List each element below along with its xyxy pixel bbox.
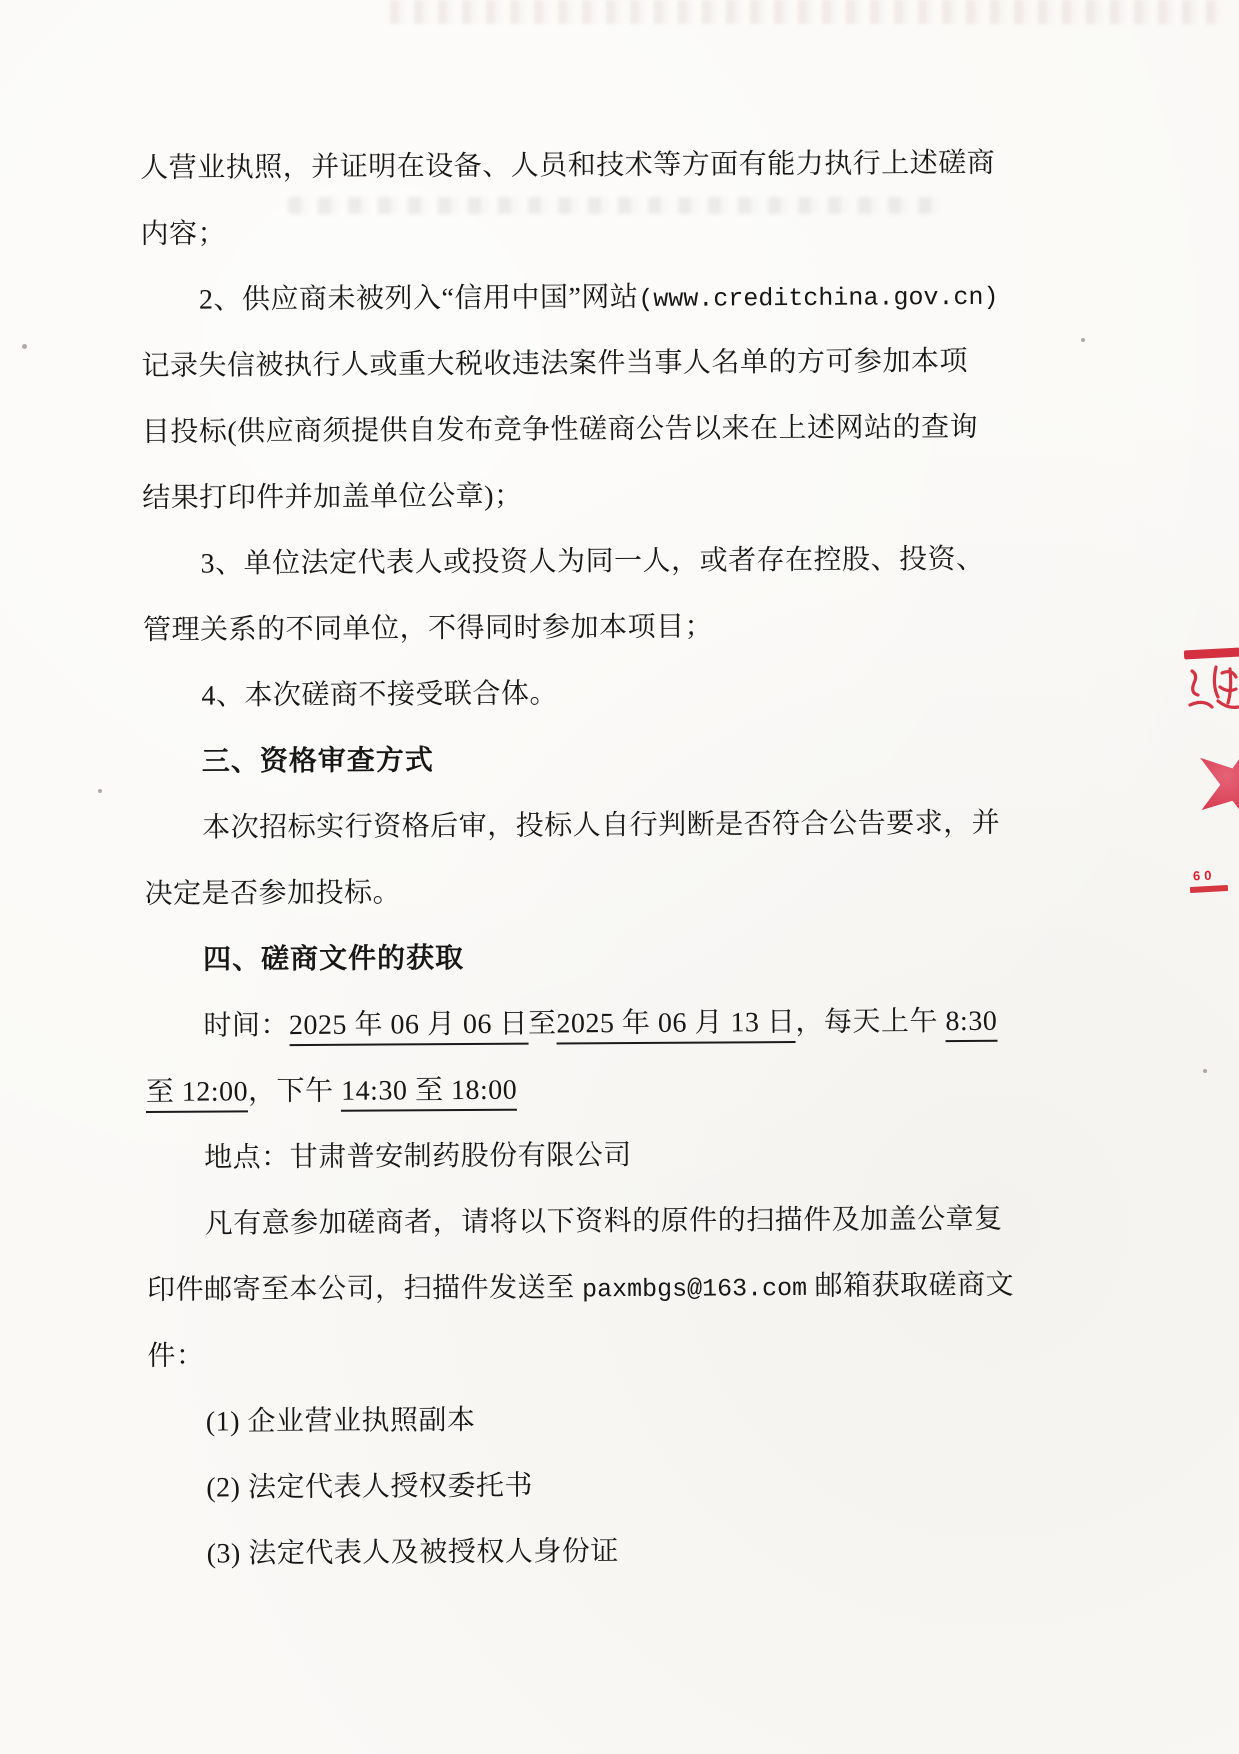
- text-line: [140, 197, 980, 268]
- text-line: [146, 1187, 1003, 1258]
- text-segment: (3) 法定代表人及被授权人身份证: [206, 1536, 619, 1570]
- text-segment: 四、磋商文件的获取: [202, 943, 465, 976]
- text-line: [143, 593, 983, 664]
- text-line: [142, 395, 982, 466]
- text-line: [141, 329, 981, 400]
- underlined-text: 至 12:00: [146, 1076, 248, 1113]
- red-stamp-star-icon: [1181, 728, 1239, 840]
- text-line: [148, 1517, 988, 1588]
- text-line: [142, 527, 985, 598]
- scan-speck: [98, 789, 102, 793]
- text-segment: 结果打印件并加盖单位公章)；: [142, 480, 523, 514]
- red-stamp-fragment-bar: [1184, 648, 1239, 660]
- underlined-text: 14:30 至 18:00: [341, 1075, 517, 1112]
- scan-speck: [22, 344, 27, 349]
- document-text-block: [140, 131, 1015, 1588]
- scan-speck: [1081, 338, 1085, 342]
- text-segment: 记录失信被执行人或重大税收违法案件当事人名单的方可参加本项: [141, 345, 969, 382]
- text-line: [146, 1253, 1015, 1324]
- text-segment: 3、单位法定代表人或投资人为同一人，或者存在控股、投资、: [200, 543, 985, 580]
- text-segment: 至: [527, 1008, 557, 1040]
- text-line: [142, 461, 982, 532]
- underlined-text: 2025 年 06 月 13 日: [556, 1007, 795, 1044]
- text-line: [144, 857, 984, 928]
- red-stamp-number-underline: [1190, 885, 1228, 893]
- text-segment: 印件邮寄至本公司，扫描件发送至: [146, 1272, 583, 1306]
- red-stamp-fragment-characters: [1186, 663, 1239, 725]
- typewriter-text: paxmbgs@163.com: [581, 1273, 808, 1305]
- text-segment: (2) 法定代表人授权委托书: [206, 1470, 534, 1504]
- text-segment: 决定是否参加投标。: [144, 877, 402, 910]
- text-segment: 4、本次磋商不接受联合体。: [201, 678, 559, 712]
- text-line: [147, 1319, 987, 1390]
- text-segment: 管理关系的不同单位，不得同时参加本项目；: [142, 611, 714, 646]
- section-heading-line: [145, 923, 985, 994]
- text-line: [148, 1385, 988, 1456]
- text-line: [140, 131, 996, 202]
- text-segment: 地点：甘肃普安制药股份有限公司: [204, 1140, 632, 1174]
- text-segment: 2、供应商未被列入“信用中国”网站: [198, 281, 639, 316]
- text-segment: 本次招标实行资格后审，投标人自行判断是否符合公告要求，并: [202, 807, 1001, 844]
- text-line: [143, 659, 983, 730]
- text-line: [146, 1121, 986, 1192]
- text-segment: ，每天上午: [795, 1006, 946, 1039]
- underlined-text: 8:30: [945, 1006, 997, 1042]
- section-heading-line: [144, 725, 984, 796]
- text-segment: 人营业执照，并证明在设备、人员和技术等方面有能力执行上述磋商: [140, 147, 996, 184]
- text-line: [145, 989, 998, 1060]
- text-line: [146, 1055, 986, 1126]
- scan-smudge-top: [390, 0, 1220, 24]
- text-segment: ，下午: [248, 1075, 342, 1108]
- text-segment: (1) 企业营业执照副本: [205, 1404, 476, 1438]
- text-line: [144, 791, 1001, 862]
- text-line: [148, 1451, 988, 1522]
- typewriter-text: (www.creditchina.gov.cn): [638, 282, 999, 314]
- text-segment: 三、资格审查方式: [201, 745, 434, 778]
- text-segment: 凡有意参加磋商者，请将以下资料的原件的扫描件及加盖公章复: [204, 1203, 1003, 1240]
- text-segment: 目投标(供应商须提供自发布竞争性磋商公告以来在上述网站的查询: [141, 411, 979, 448]
- underlined-text: 2025 年 06 月 06 日: [289, 1009, 528, 1046]
- text-line: [141, 263, 999, 334]
- text-segment: 邮箱获取磋商文: [807, 1269, 1015, 1302]
- red-stamp-number: 60: [1192, 867, 1216, 884]
- text-segment: 时间：: [203, 1010, 290, 1042]
- text-segment: 件：: [147, 1340, 205, 1372]
- scan-speck: [1203, 1069, 1207, 1073]
- text-segment: 内容；: [140, 218, 227, 250]
